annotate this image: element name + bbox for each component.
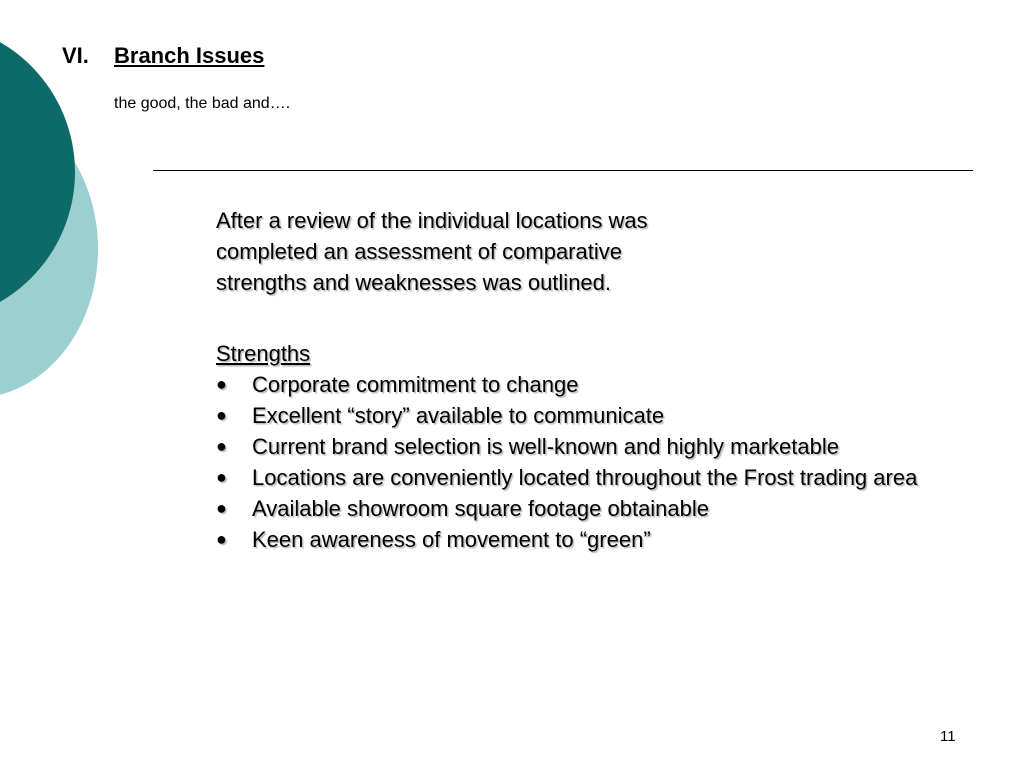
bullet-icon: ● (216, 405, 227, 425)
list-item (216, 369, 1006, 400)
list-item (216, 400, 1006, 431)
intro-line: After a review of the individual locations was (216, 208, 648, 233)
list-item (216, 431, 1006, 462)
list-item-text: Locations are conveniently located throughout the Frost trading area (252, 465, 918, 490)
list-item (216, 462, 1006, 493)
intro-paragraph (216, 205, 1006, 298)
divider-line (153, 170, 973, 171)
slide-body (216, 205, 1006, 555)
section-title: Branch Issues (114, 43, 265, 68)
intro-line: strengths and weaknesses was outlined. (216, 270, 612, 295)
slide-title (62, 43, 264, 69)
bullet-icon: ● (216, 498, 227, 518)
strengths-section (216, 338, 1006, 555)
bullet-icon: ● (216, 529, 227, 549)
list-item-text: Corporate commitment to change (252, 372, 579, 397)
bullet-icon: ● (216, 436, 227, 456)
list-item (216, 493, 1006, 524)
list-item-text: Keen awareness of movement to “green” (252, 527, 651, 552)
strengths-heading: Strengths (216, 341, 311, 366)
list-item-text: Current brand selection is well-known and highly marketable (252, 434, 839, 459)
list-item (216, 524, 1006, 555)
bullet-icon: ● (216, 467, 227, 487)
slide-subtitle: the good, the bad and…. (114, 95, 291, 112)
page-number: 11 (940, 728, 956, 745)
list-item-text: Available showroom square footage obtainable (252, 496, 710, 521)
bullet-icon: ● (216, 374, 227, 394)
section-number: VI. (62, 43, 89, 68)
intro-line: completed an assessment of comparative (216, 239, 622, 264)
list-item-text: Excellent “story” available to communicate (252, 403, 665, 428)
strengths-list (216, 369, 1006, 555)
